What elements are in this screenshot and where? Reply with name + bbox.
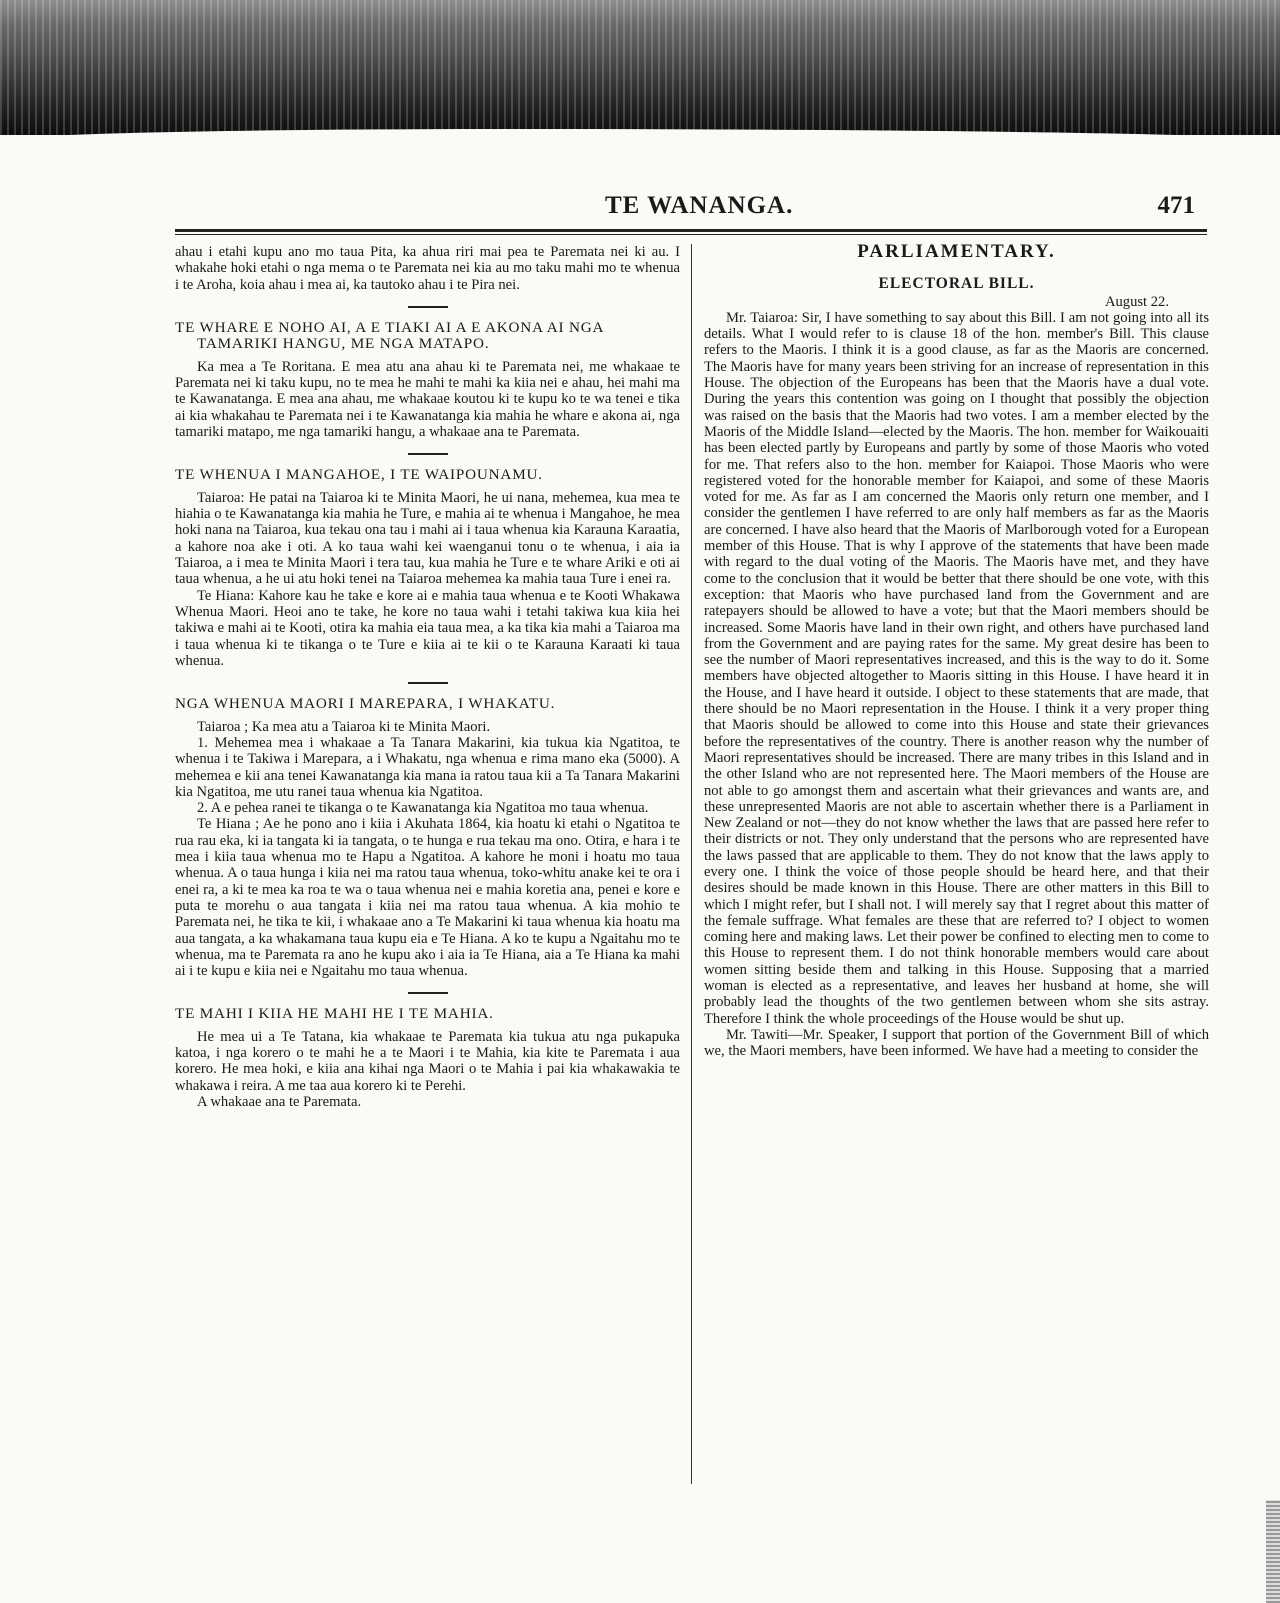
bill-date: August 22. bbox=[1104, 293, 1169, 310]
section-paragraph: Taiaroa ; Ka mea atu a Taiaroa ki te Minita Maori. bbox=[197, 718, 491, 735]
section-paragraph: A whakaae ana te Paremata. bbox=[197, 1094, 362, 1111]
section-separator bbox=[408, 682, 448, 684]
section-paragraph: 1. Mehemea mea i whakaae a Ta Tanara Makarini, kia tukua kia Ngatitoa, te whenua i te Takiwa i Marepara, a i Whakatu, nga whenua e rima mano eka (5000). A mehemea e kii ana tenei Kawanatanga kia mana ia ratou taua kii a Ta Tanara Makarini kia Ngatitoa, me utu ranei taua whenua kia Ngatitoa. bbox=[175, 734, 680, 800]
column-divider bbox=[691, 244, 692, 1484]
newspaper-title: TE WANANGA. bbox=[605, 192, 794, 219]
header-rule bbox=[175, 229, 1207, 235]
scan-margin-mark bbox=[1266, 1500, 1280, 1603]
bill-title: ELECTORAL BILL. bbox=[878, 275, 1035, 293]
section-separator bbox=[408, 306, 448, 308]
speech-paragraph: Mr. Tawiti—Mr. Speaker, I support that portion of the Government Bill of which we, the Maori members, have been informed. We have had a meeting to consider the bbox=[704, 1026, 1209, 1060]
section-paragraph: Te Hiana: Kahore kau he take e kore ai e mahia taua whenua e te Kooti Whakawa Whenua Maori. Heoi ano te take, he kore no taua wahi i tetahi takiwa kua kiia hei takiwa e mahi ai te Kooti, otira ka mahia eia taua mea, a ka tika kia mahi a Taiaroa ma i taua whenua ki te tikanga o te Ture e kiia ai te kii o te Karauna Karaati ki taua whenua. bbox=[175, 587, 680, 669]
scan-top-edge bbox=[0, 0, 1280, 135]
section-heading: NGA WHENUA MAORI I MAREPARA, I WHAKATU. bbox=[175, 695, 556, 713]
section-separator bbox=[408, 453, 448, 455]
page-header bbox=[175, 188, 1207, 228]
section-heading: TE MAHI I KIIA HE MAHI HE I TE MAHIA. bbox=[175, 1005, 494, 1023]
section-paragraph: Te Hiana ; Ae he pono ano i kiia i Akuhata 1864, kia hoatu ki etahi o Ngatitoa te rua rau eka, ki ia tangata ki ia tangata, o te hunga e rua tekau ma ono. Otira, e hara i te mea i kiia taua whenua mo te Hapu a Ngatitoa. A kahore he moni i hoatu mo taua whenua. A o taua hunga i kiia nei ma ratou taua whenua, toko-whitu anake kei te ora i enei ra, a ki te mea ka roa te wa o taua whenua nei e mahia koretia ana, penei e kore e puta te morehu o aua tangata i kiia nei ma ratou taua whenua. A kia mohio te Paremata nei, he tika te kii, i whakaae ano a Te Makarini ki taua whenua kia hoatu ma aua tangata, a ka whakamana taua kupu eia e Te Hiana. A ko te kupu a Ngaitahu mo te whenua, ma te Paremata ra ano he kupu ako i aia ia Te Hiana, aia a Te Hiana ka mahi ai i te kupu e kiia nei e Ngaitahu mo taua whenua. bbox=[175, 816, 680, 980]
section-heading: TE WHENUA I MANGAHOE, I TE WAIPOUNAMU. bbox=[175, 466, 543, 484]
section-paragraph: Ka mea a Te Roritana. E mea atu ana ahau ki te Paremata nei, me whakaae te Paremata nei ki taku kupu, no te mea he mahi te mahi ka kiia nei e ahau, hei mahi ma te Kawanatanga. E mea ana ahau, me whakaae koutou ki te kupu ko te wa tenei e tika ai kia whakahau te Paremata nei i te Kawanatanga kia mahia he whare e akona ai, nga tamariki matapo, me nga tamariki hangu, a whakaae ana te Paremata. bbox=[175, 358, 680, 441]
section-paragraph: He mea ui a Te Tatana, kia whakaae te Paremata kia tukua atu nga pukapuka katoa, i nga korero o te mahi he a te Maori i te Mahia, kia kite te Paremata i aua korero. He mea hoki, e kiia ana kihai nga Maori o te Mahia i pai kia whakawakia te whakawa i reira. A me taa aua korero ki te Perehi. bbox=[175, 1028, 680, 1094]
section-paragraph: Taiaroa: He patai na Taiaroa ki te Minita Maori, he ui nana, mehemea, kua mea te hiahia o te Kawanatanga kia mahia he Ture, e mahia ai te whenua i Mangahoe, he mea hoki nana na Taiaroa, kua tekau ona tau i mahi ai i taua whenua kia Karauna Karaatia, a kahore noa ake i oti. A ko taua wahi kei waenganui tonu o te whenua, i aia ia Taiaroa, a i mea te Minita Maori i tera tau, kua mahia he Ture e te whare Ariki e oti ai taua whenua, a he ui atu hoki tenei na Taiaroa mehemea ka mahia taua Ture i enei ra. bbox=[175, 489, 680, 588]
section-separator bbox=[408, 992, 448, 994]
section-heading: TE WHARE E NOHO AI, A E TIAKI AI A E AKONA AI NGA TAMARIKI HANGU, ME NGA MATAPO. bbox=[175, 318, 604, 353]
intro-paragraph: ahau i etahi kupu ano mo taua Pita, ka ahua riri mai pea te Paremata nei ki au. I whakahe hoki etahi o nga mema o te Paremata nei kia au mo taku mahi mo te whenua i te Aroha, koia ahau i mea ai, ka tautoko ahau i te Pira nei. bbox=[175, 244, 680, 293]
speech-paragraph: Mr. Taiaroa: Sir, I have something to say about this Bill. I am not going into all its details. What I would refer to is clause 18 of the hon. member's Bill. This clause refers to the Maoris. I think it is a good clause, as far as the Maoris are concerned. The Maoris have for many years been striving for an increase of representation in this House. The objection of the Europeans has been that the Maoris have a dual vote. During the years this contention was going on I thought that possibly the objection was raised on the basis that the Maoris had two votes. I am a member elected by the Maoris of the Middle Island—elected by the Maoris. The hon. member for Waikouaiti has been elected partly by Europeans and partly by some of those Maoris who voted for me. That refers also to the hon. member for Kaiapoi. Those Maoris who were registered voted for the honorable member for Kaiapoi, and some of these Maoris voted for me. As far as I am concerned the Maoris only return one member, and I consider the gentlemen I have referred to are only half members as far as the Maoris are concerned. I have also heard that the Maoris of Marlborough voted for a European member of this House. That is why I approve of the statements that have been made with regard to the dual voting of the Maoris. The Maoris have met, and they have come to the conclusion that it would be better that there should be one vote, with this exception: that Maoris who have purchased land from the Government and are ratepayers should be allowed to have a vote; but that the Maori members should be increased. Some Maoris have land in their own right, and others have purchased land from the Government and are paying rates for the same. My great desire has been to see the number of Maori representatives increased, and this is the way to do it. Some members have objected altogether to Maoris sitting in this House. I have heard it in the House, and I have heard it outside. I object to these statements that are made, that there should be no Maori representation in the House. I think it a very proper thing that Maoris should be allowed to come into this House and state their grievances before the representatives of the country. There is another reason why the number of Maori representatives should be increased. There are many tribes in this Island and in the other Island who are not represented here. The Maori members of the House are not able to go amongst them and ascertain what their grievances and wants are, and these unrepresented Maoris are not able to ascertain whether there is a Parliament in New Zealand or not—they do not know whether the laws that are passed here refer to their districts or not. They only understand that the persons who are represented have the laws passed that are applicable to them. They do not know that the laws apply to every one. I think the voice of those people should be heard here, and that their desires should be made known in this House. There are other matters in this Bill to which I might refer, but I shall not. I will merely say that I regret about this matter of the female suffrage. What females are these that are referred to? I object to women coming here and making laws. Let their power be confined to electing men to come to this House to represent them. I do not think honorable members would care about women sitting beside them and talking in this House. Supposing that a married woman is elected as a representative, and leaves her husband at home, she will probably lead the thoughts of the two gentlemen between whom she sits astray. Therefore I think the whole proceedings of the House would be shut up. bbox=[704, 309, 1209, 1027]
right-column bbox=[704, 241, 1209, 1060]
parliamentary-title: PARLIAMENTARY. bbox=[857, 241, 1056, 262]
section-paragraph: 2. A e pehea ranei te tikanga o te Kawanatanga kia Ngatitoa mo taua whenua. bbox=[197, 800, 649, 817]
page-number: 471 bbox=[1157, 192, 1195, 219]
left-column bbox=[175, 244, 680, 1110]
